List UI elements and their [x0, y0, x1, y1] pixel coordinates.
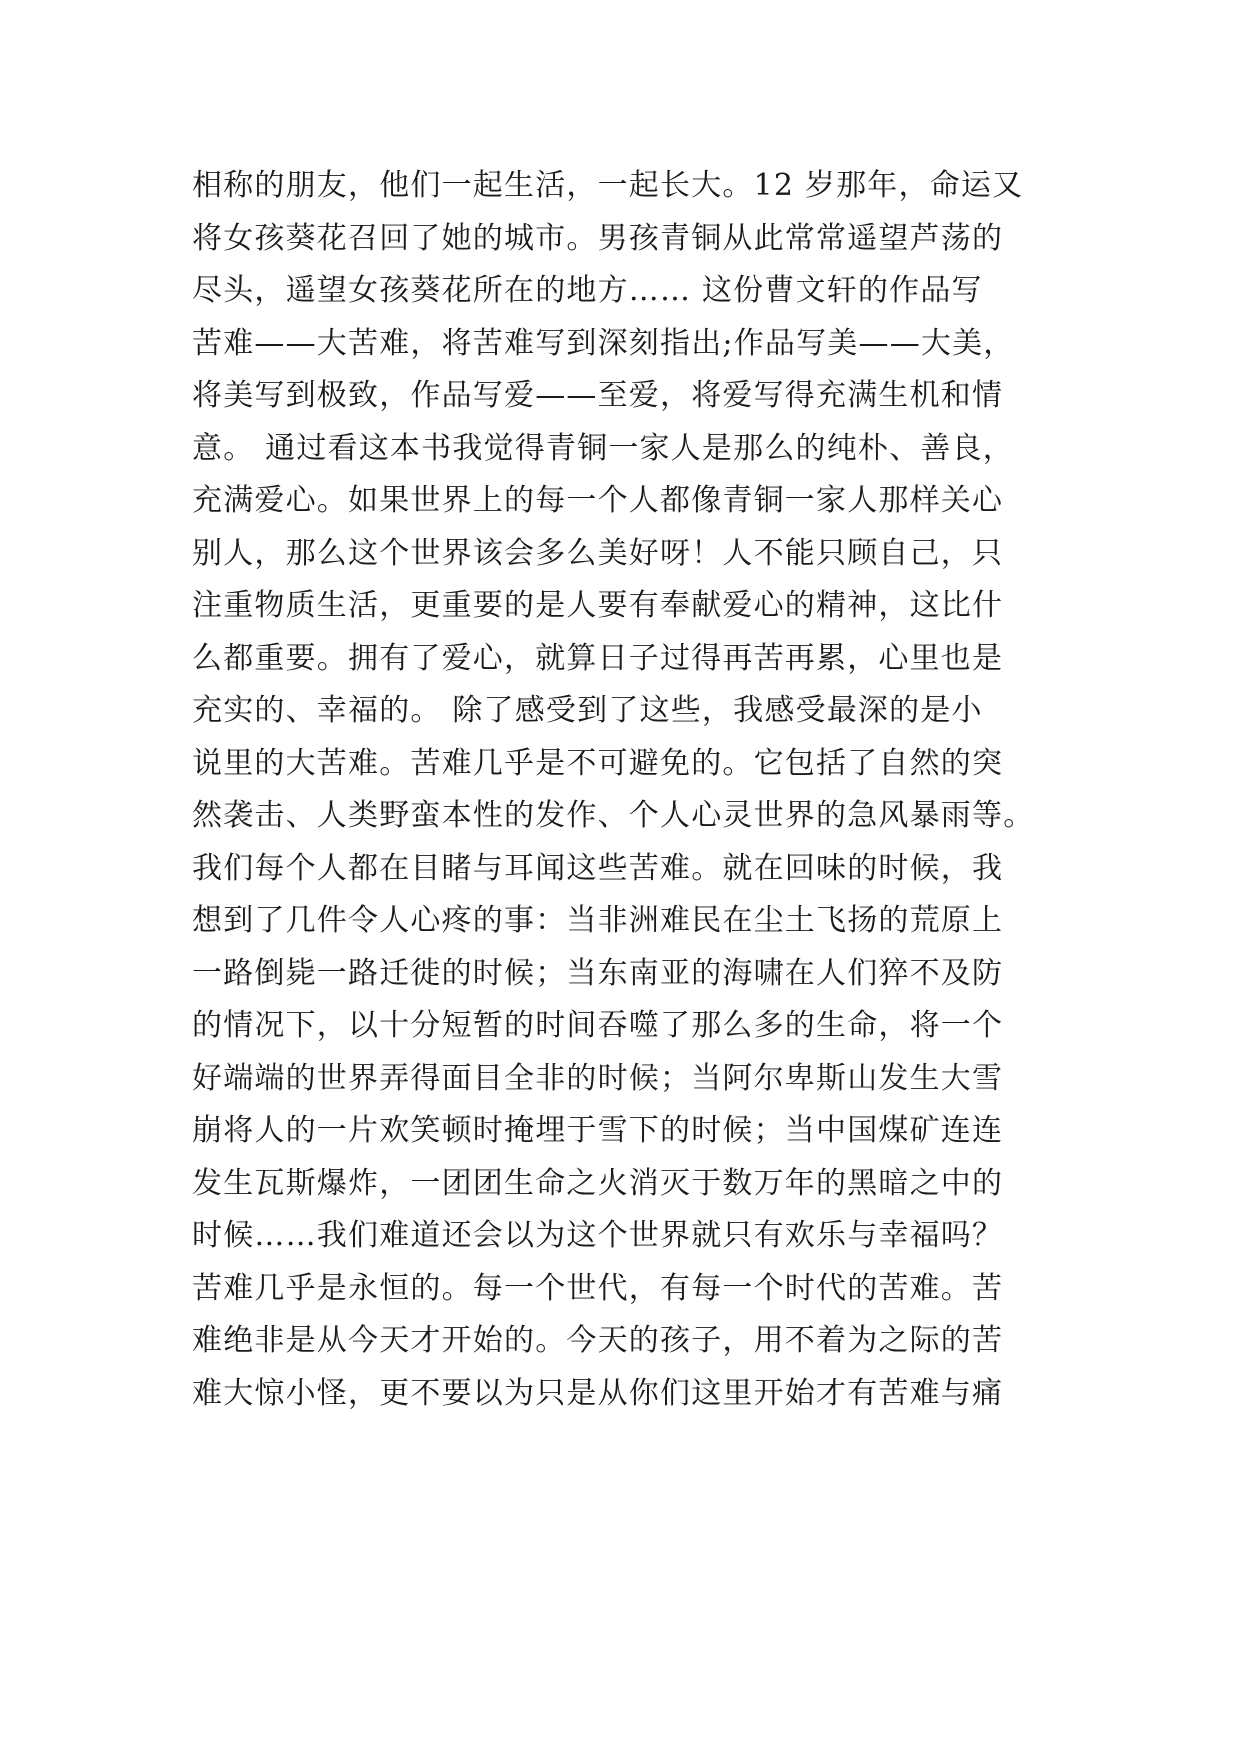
text-line: 将美写到极致，作品写爱——至爱，将爱写得充满生机和情 [192, 378, 1004, 413]
text-line: 说里的大苦难。苦难几乎是不可避免的。它包括了自然的突 [192, 745, 1004, 781]
text-line: 注重物质生活，更重要的是人要有奉献爱心的精神，这比什 [192, 588, 1004, 623]
text-line: 时候……我们难道还会以为这个世界就只有欢乐与幸福吗？ [192, 1218, 1004, 1253]
text-line: 苦难几乎是永恒的。每一个世代，有每一个时代的苦难。苦 [192, 1270, 1004, 1306]
text-line: 充满爱心。如果世界上的每一个人都像青铜一家人那样关心 [192, 483, 1004, 518]
text-line: 难大惊小怪，更不要以为只是从你们这里开始才有苦难与痛 [192, 1375, 1004, 1411]
body-text [192, 160, 1052, 1420]
text-line: 然袭击、人类野蛮本性的发作、个人心灵世界的急风暴雨等。 [192, 798, 1035, 833]
text-line: 发生瓦斯爆炸，一团团生命之火消灭于数万年的黑暗之中的 [192, 1165, 1004, 1201]
text-line: 别人，那么这个世界该会多么美好呀！人不能只顾自己，只 [192, 535, 1004, 571]
text-line: 好端端的世界弄得面目全非的时候；当阿尔卑斯山发生大雪 [192, 1060, 1004, 1096]
text-line: 相称的朋友，他们一起生活，一起长大。12 岁那年，命运又 [192, 168, 1024, 203]
text-line: 一路倒毙一路迁徙的时候；当东南亚的海啸在人们猝不及防 [192, 955, 1004, 991]
text-line: 苦难——大苦难，将苦难写到深刻指出;作品写美——大美， [192, 325, 1015, 361]
text-line: 难绝非是从今天才开始的。今天的孩子，用不着为之际的苦 [192, 1323, 1004, 1358]
text-line: 意。 通过看这本书我觉得青铜一家人是那么的纯朴、善良， [192, 430, 1014, 466]
text-line: 充实的、幸福的。 除了感受到了这些，我感受最深的是小 [192, 693, 983, 728]
text-line: 崩将人的一片欢笑顿时掩埋于雪下的时候；当中国煤矿连连 [192, 1113, 1004, 1148]
text-line: 我们每个人都在目睹与耳闻这些苦难。就在回味的时候，我 [192, 850, 1004, 886]
text-line: 么都重要。拥有了爱心，就算日子过得再苦再累，心里也是 [192, 640, 1004, 676]
text-line: 的情况下，以十分短暂的时间吞噬了那么多的生命，将一个 [192, 1008, 1004, 1043]
text-line: 想到了几件令人心疼的事：当非洲难民在尘土飞扬的荒原上 [192, 903, 1004, 938]
text-line: 尽头，遥望女孩葵花所在的地方…… 这份曹文轩的作品写 [192, 273, 983, 308]
text-line: 将女孩葵花召回了她的城市。男孩青铜从此常常遥望芦荡的 [192, 220, 1004, 256]
